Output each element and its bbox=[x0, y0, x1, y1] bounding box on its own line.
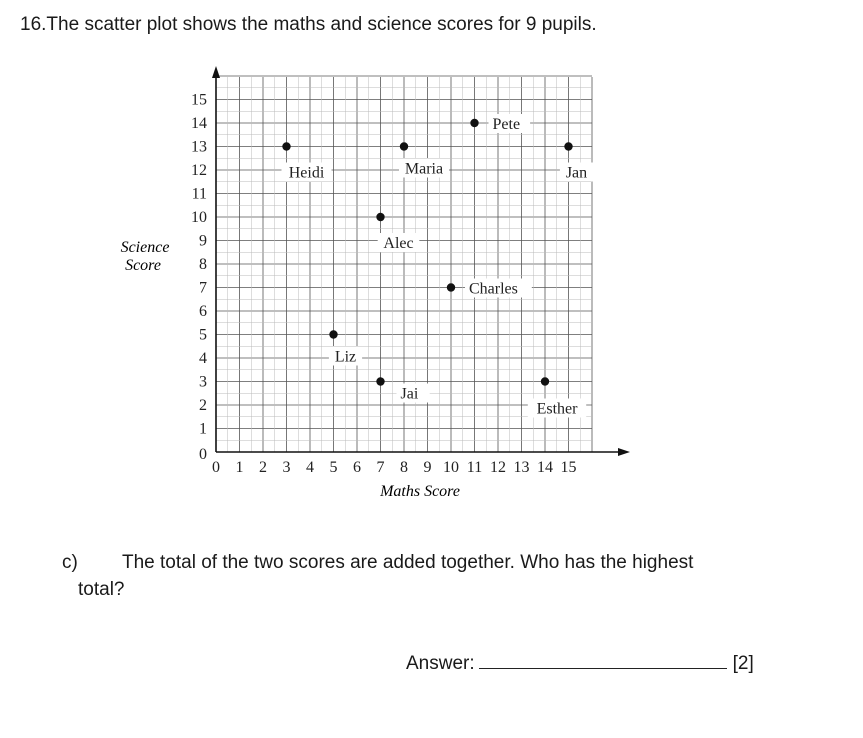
y-tick-label: 9 bbox=[199, 232, 207, 250]
data-point bbox=[376, 213, 384, 221]
y-tick-label: 15 bbox=[191, 91, 207, 109]
data-point bbox=[282, 142, 290, 150]
data-point bbox=[329, 330, 337, 338]
point-label: Esther bbox=[536, 400, 578, 418]
point-label: Jai bbox=[400, 385, 419, 403]
answer-label: Answer: bbox=[406, 653, 475, 674]
x-tick-label: 14 bbox=[537, 459, 553, 476]
y-tick-label: 5 bbox=[199, 326, 207, 344]
x-axis-arrow bbox=[618, 448, 630, 456]
point-label: Alec bbox=[383, 235, 414, 252]
part-c-line1: The total of the two scores are added together. Who has the highest bbox=[122, 552, 694, 573]
y-tick-label: 3 bbox=[199, 373, 207, 391]
x-tick-label: 3 bbox=[282, 459, 291, 476]
marks-label: [2] bbox=[732, 653, 754, 674]
x-tick-label: 4 bbox=[306, 459, 314, 476]
point-label: Maria bbox=[404, 160, 444, 178]
y-axis-arrow bbox=[212, 66, 220, 78]
point-labels bbox=[282, 114, 594, 418]
x-axis-label: Maths Score bbox=[380, 483, 460, 500]
y-tick-label: 14 bbox=[191, 115, 207, 132]
y-tick-label: 2 bbox=[199, 397, 207, 414]
y-tick-label: 1 bbox=[199, 420, 207, 438]
y-tick-label: 8 bbox=[199, 256, 207, 273]
x-tick-label: 7 bbox=[376, 459, 385, 476]
x-tick-label: 11 bbox=[466, 459, 483, 476]
y-tick-label: 13 bbox=[191, 138, 207, 156]
part-c-line2: total? bbox=[78, 579, 125, 600]
y-tick-label: 12 bbox=[191, 162, 207, 179]
question-number: 16. bbox=[20, 14, 47, 35]
point-label: Pete bbox=[492, 116, 521, 133]
x-tick-label: 5 bbox=[329, 459, 338, 476]
point-label: Heidi bbox=[288, 164, 325, 182]
y-tick-label: 11 bbox=[191, 185, 207, 203]
x-tick-label: 1 bbox=[235, 459, 244, 476]
answer-blank[interactable] bbox=[479, 650, 727, 669]
y-axis-label-line1: Science bbox=[120, 239, 170, 256]
x-tick-label: 13 bbox=[513, 459, 530, 476]
data-point bbox=[376, 377, 384, 385]
data-point bbox=[447, 283, 455, 291]
data-point bbox=[564, 142, 572, 150]
x-tick-label: 15 bbox=[560, 459, 577, 476]
x-tick-label: 0 bbox=[212, 459, 220, 476]
x-tick-label: 10 bbox=[443, 459, 459, 476]
x-tick-label: 9 bbox=[423, 459, 432, 476]
y-tick-label: 0 bbox=[199, 446, 207, 463]
y-axis-label-line2: Score bbox=[125, 257, 161, 274]
y-tick-label: 4 bbox=[199, 350, 207, 367]
part-letter: c) bbox=[62, 552, 78, 573]
point-label: Charles bbox=[469, 280, 518, 298]
x-tick-label: 6 bbox=[353, 459, 361, 476]
answer-row bbox=[406, 650, 754, 675]
x-tick-label: 8 bbox=[400, 459, 408, 476]
part-c-question bbox=[62, 549, 782, 603]
y-tick-label: 7 bbox=[199, 279, 207, 297]
x-tick-label: 12 bbox=[490, 459, 506, 476]
data-point bbox=[541, 377, 549, 385]
question-body: The scatter plot shows the maths and science scores for 9 pupils. bbox=[46, 14, 597, 35]
y-tick-label: 10 bbox=[191, 209, 207, 226]
point-label: Jan bbox=[565, 164, 588, 182]
point-label: Liz bbox=[334, 348, 357, 366]
x-tick-label: 2 bbox=[259, 459, 267, 476]
data-point bbox=[470, 119, 478, 127]
data-point bbox=[400, 142, 408, 150]
y-tick-label: 6 bbox=[199, 303, 207, 320]
